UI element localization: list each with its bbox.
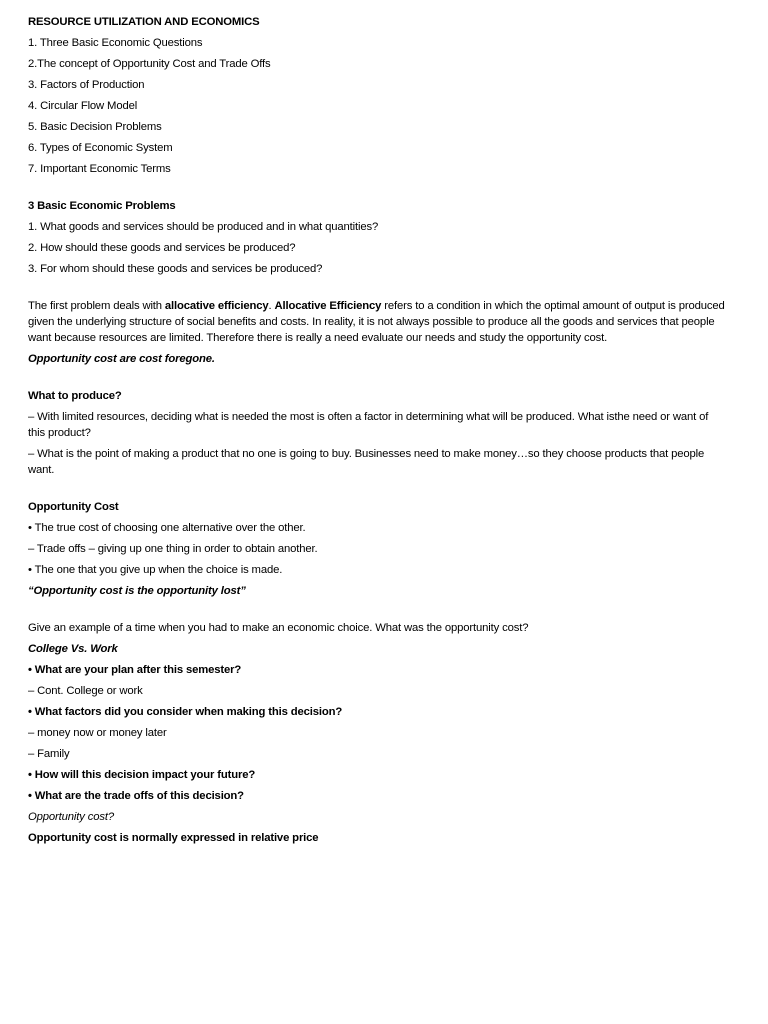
document-page <box>28 14 728 851</box>
example-title: College Vs. Work <box>28 643 118 655</box>
term-allocative-efficiency: allocative efficiency <box>164 300 269 312</box>
example-prompt: Give an example of a time when you had to make an economic choice. What was the opportunity cost? <box>28 622 529 634</box>
topic-item: 1. Three Basic Economic Questions <box>28 37 203 49</box>
problem-item: 3. For whom should these goods and services be produced? <box>28 263 323 275</box>
oc-point: – Trade offs – giving up one thing in order to obtain another. <box>28 543 318 555</box>
spacer <box>28 182 728 198</box>
problems-list <box>28 219 728 277</box>
problem-item: 2. How should these goods and services be produced? <box>28 242 296 254</box>
spacer <box>28 483 728 499</box>
problems-heading: 3 Basic Economic Problems <box>28 200 176 212</box>
example-question: • What are your plan after this semester? <box>28 664 242 676</box>
what-point: – What is the point of making a product that no one is going to buy. Businesses need to make money…so they choose products that people want. <box>28 448 705 476</box>
intro-text: refers to a condition in which the optimal amount of output is produced given the underlying structure of social benefits and costs. In reality, it is not always possible to produce all the goods and services that people want because resources are limited. Therefore there is really a need evaluate our needs and study the opportunity cost. <box>28 300 725 344</box>
document-title: RESOURCE UTILIZATION AND ECONOMICS <box>28 16 260 28</box>
oc-quote: “Opportunity cost is the opportunity lost” <box>28 585 246 597</box>
example-question: • How will this decision impact your future? <box>28 769 256 781</box>
what-heading: What to produce? <box>28 390 122 402</box>
spacer <box>28 282 728 298</box>
spacer <box>28 604 728 620</box>
topic-item: 5. Basic Decision Problems <box>28 121 162 133</box>
term-allocative-efficiency-def: Allocative Efficiency <box>274 300 382 312</box>
spacer <box>28 372 728 388</box>
problem-item: 1. What goods and services should be produced and in what quantities? <box>28 221 379 233</box>
topic-item: 7. Important Economic Terms <box>28 163 171 175</box>
oc-point: • The one that you give up when the choice is made. <box>28 564 283 576</box>
example-question: • What are the trade offs of this decision? <box>28 790 244 802</box>
intro-paragraph <box>28 298 728 346</box>
topic-item: 6. Types of Economic System <box>28 142 173 154</box>
opportunity-definition: Opportunity cost are cost foregone. <box>28 353 215 365</box>
what-point: – With limited resources, deciding what is needed the most is often a factor in determining what will be produced. What isthe need or want of this product? <box>28 411 709 439</box>
topics-list <box>28 35 728 177</box>
topic-item: 3. Factors of Production <box>28 79 145 91</box>
example-answer: – money now or money later <box>28 727 167 739</box>
example-question: • What factors did you consider when making this decision? <box>28 706 343 718</box>
oc-question: Opportunity cost? <box>28 811 114 823</box>
intro-text: . <box>268 300 275 312</box>
topic-item: 2.The concept of Opportunity Cost and Trade Offs <box>28 58 271 70</box>
oc-heading: Opportunity Cost <box>28 501 119 513</box>
topic-item: 4. Circular Flow Model <box>28 100 138 112</box>
intro-text: The first problem deals with <box>28 300 165 312</box>
oc-point: • The true cost of choosing one alternative over the other. <box>28 522 306 534</box>
example-answer: – Cont. College or work <box>28 685 143 697</box>
closing-statement: Opportunity cost is normally expressed in relative price <box>28 832 319 844</box>
example-answer: – Family <box>28 748 70 760</box>
